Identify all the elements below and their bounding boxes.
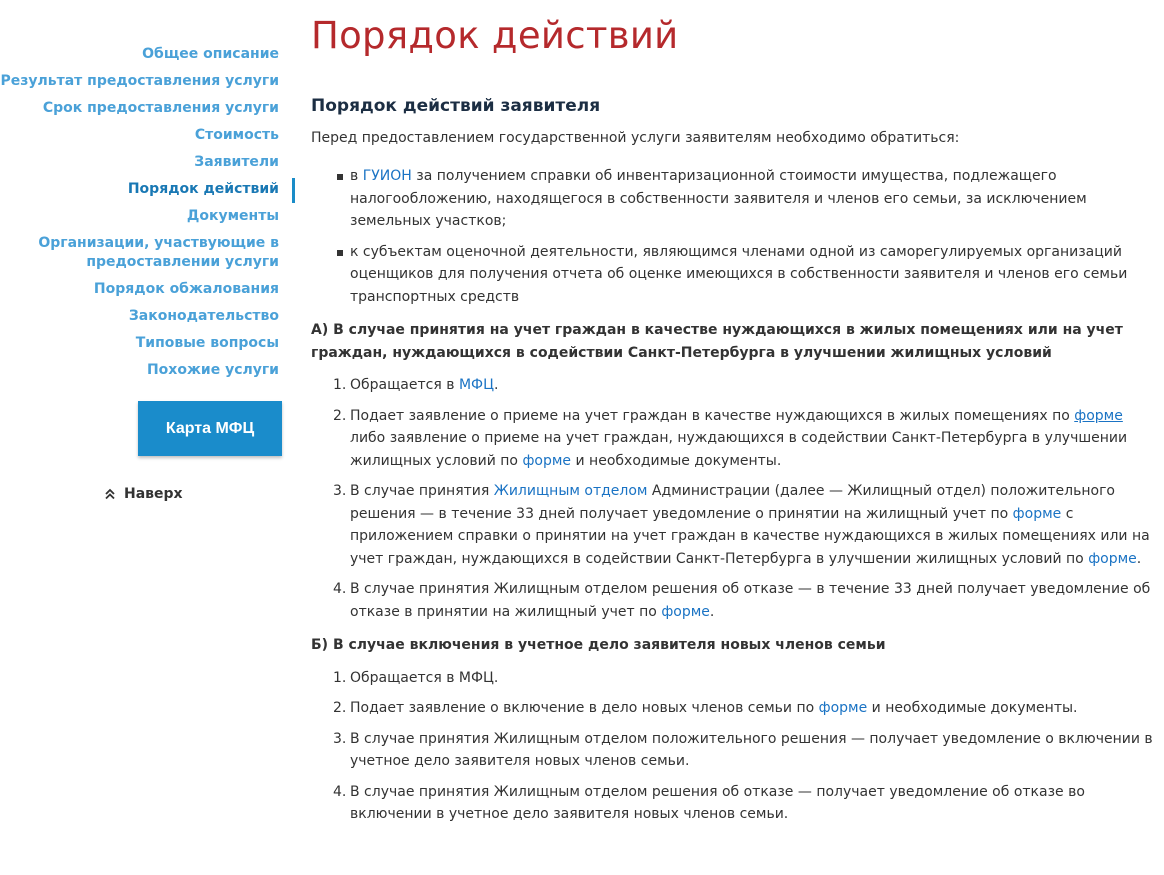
form-link[interactable]: форме — [1012, 505, 1062, 522]
active-indicator — [292, 178, 295, 203]
list-item: 2. Подает заявление о включение в дело новых членов семьи по форме и необходимые документы. — [333, 700, 1078, 716]
section-subtitle: Порядок действий заявителя — [311, 96, 601, 116]
form-link[interactable]: форме — [661, 603, 710, 620]
list-item: 1. Обращается в МФЦ. — [333, 377, 499, 393]
list-item: 4. В случае принятия Жилищным отделом решения об отказе — получает уведомление об отказе во включении в учетное дело заявителя новых членов семьи. — [333, 783, 1085, 822]
sidebar — [0, 0, 295, 875]
content-body — [311, 165, 1156, 834]
back-to-top-label: Наверх — [124, 486, 183, 502]
guion-link[interactable]: ГУИОН — [362, 168, 412, 184]
list-item: 1. Обращается в МФЦ. — [333, 669, 499, 686]
section-a-steps — [311, 374, 1156, 623]
sidebar-item-faq[interactable]: Типовые вопросы — [135, 335, 279, 351]
sidebar-item-organizations[interactable]: Организации, участвующие в предоставлении услуги — [38, 235, 279, 270]
page-title: Порядок действий — [311, 14, 679, 57]
list-item: 2. Подает заявление о приеме на учет граждан в качестве нуждающихся в жилых помещениях по форме либо заявление о приеме на учет граждан, нуждающихся в содействии Санкт-Петербурга в улучшении жилищных условий по форме и необходимые документы. — [333, 407, 1128, 469]
housing-department-link[interactable]: Жилищным отделом — [493, 483, 648, 499]
form-link[interactable]: форме — [818, 700, 868, 716]
section-a-title: А) В случае принятия на учет граждан в качестве нуждающихся в жилых помещениях или на учет граждан, нуждающихся в содействии Санкт-Петербурга в улучшении жилищных условий — [311, 322, 1123, 361]
section-b-title: Б) В случае включения в учетное дело заявителя новых членов семьи — [311, 637, 886, 653]
list-item: к субъектам оценочной деятельности, являющимся членами одной из саморегулируемых организаций оценщиков для получения отчета об оценке имеющихся в собственности заявителя и членов его семьи транспортных средств — [311, 241, 1156, 309]
double-chevron-up-icon — [104, 488, 116, 500]
sidebar-item-legislation[interactable]: Законодательство — [128, 308, 279, 324]
sidebar-item-similar[interactable]: Похожие услуги — [146, 362, 279, 378]
section-b-steps — [311, 667, 1156, 826]
sidebar-item-documents[interactable]: Документы — [186, 208, 279, 224]
form-link[interactable]: форме — [522, 452, 572, 469]
intro-text: Перед предоставлением государственной услуги заявителям необходимо обратиться: — [311, 130, 960, 146]
sidebar-item-appeal[interactable]: Порядок обжалования — [93, 281, 279, 297]
sidebar-item-cost[interactable]: Стоимость — [194, 127, 279, 143]
list-item: 4. В случае принятия Жилищным отделом решения об отказе — в течение 33 дней получает уведомление об отказе в принятии на жилищный учет по форме. — [333, 581, 1151, 620]
sidebar-item-term[interactable]: Срок предоставления услуги — [42, 100, 279, 116]
sidebar-item-general[interactable]: Общее описание — [142, 46, 279, 62]
form-link[interactable]: форме — [1074, 407, 1123, 424]
list-item: 3. В случае принятия Жилищным отделом положительного решения — получает уведомление о включении в учетное дело заявителя новых членов семьи. — [333, 730, 1153, 769]
form-link[interactable]: форме — [1088, 550, 1137, 567]
list-item: в ГУИОН за получением справки об инвентаризационной стоимости имущества, подлежащего налогообложению, находящегося в собственности заявителя и членов его семьи, за исключением земельных участков; — [311, 165, 1156, 233]
sidebar-nav — [0, 45, 279, 388]
mfc-link[interactable]: МФЦ — [458, 377, 494, 393]
bullet-list — [311, 165, 1156, 308]
sidebar-item-result[interactable]: Результат предоставления услуги — [0, 73, 279, 89]
list-item: 3. В случае принятия Жилищным отделом Администрации (далее — Жилищный отдел) положительного решения — в течение 33 дней получает уведомление о принятии на жилищный учет по форме с приложением справки о принятии на учет граждан в качестве нуждающихся в жилых помещениях или на учет граждан, нуждающихся в содействии Санкт-Петербурга в улучшении жилищных условий по форме. — [333, 483, 1150, 567]
mfc-map-button[interactable]: Карта МФЦ — [138, 401, 282, 456]
sidebar-item-applicants[interactable]: Заявители — [194, 154, 279, 170]
sidebar-item-procedure[interactable]: Порядок действий — [127, 181, 279, 197]
back-to-top-link[interactable] — [104, 486, 183, 502]
